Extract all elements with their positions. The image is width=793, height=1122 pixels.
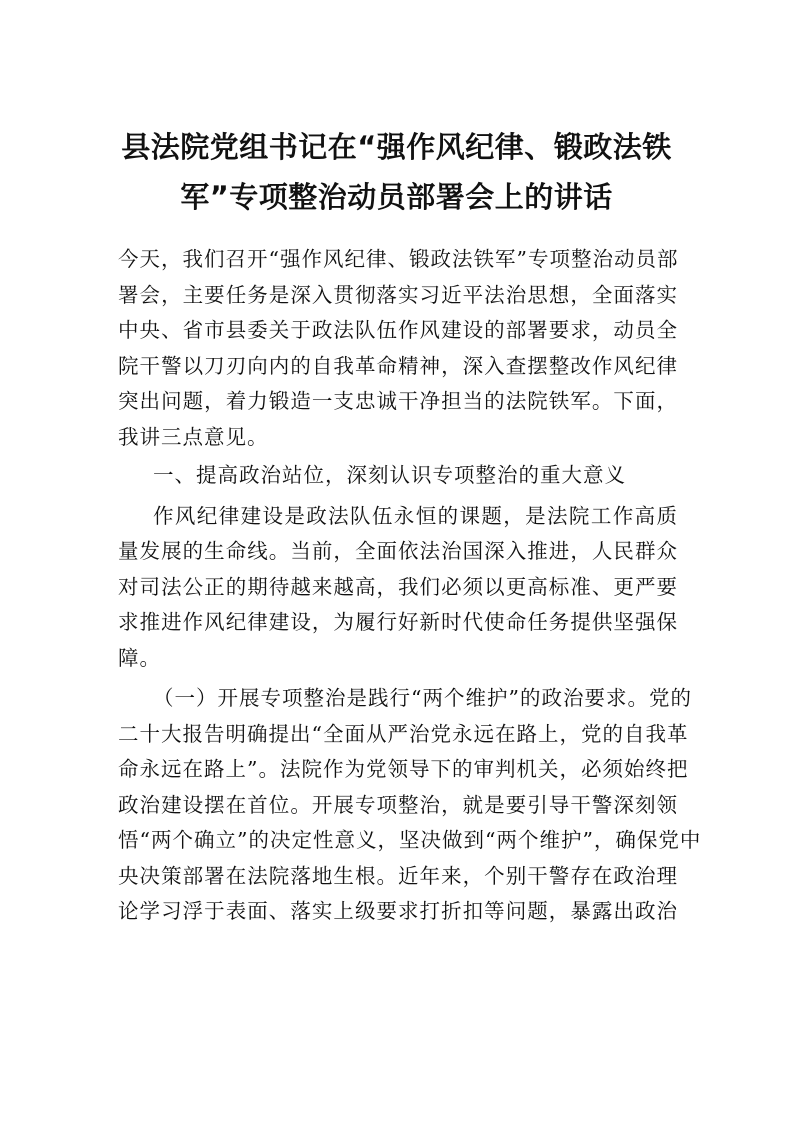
- text-line: 署会，主要任务是深入贯彻落实习近平法治思想，全面落实: [118, 282, 678, 307]
- text-line: 论学习浮于表面、落实上级要求打折扣等问题，暴露出政治: [118, 899, 678, 923]
- text-line: 对司法公正的期待越来越高，我们必须以更高标准、更严要: [118, 574, 678, 599]
- text-line: 突出问题，着力锻造一支忠诚干净担当的法院铁军。下面，: [118, 389, 678, 413]
- text-line: （一）开展专项整治是践行“两个维护”的政治要求。党的: [153, 686, 692, 710]
- title-line: 军”专项整治动员部署会上的讲话: [180, 180, 613, 214]
- text-line: 命永远在路上”。法院作为党领导下的审判机关，必须始终把: [118, 757, 689, 781]
- text-line: 央决策部署在法院落地生根。近年来，个别干警存在政治理: [118, 863, 678, 888]
- text-line: 政治建设摆在首位。开展专项整治，就是要引导干警深刻领: [118, 792, 678, 817]
- heading-text: 一、提高政治站位，深刻认识专项整治的重大意义: [153, 463, 626, 487]
- text-line: 作风纪律建设是政法队伍永恒的课题，是法院工作高质: [153, 503, 678, 528]
- text-line: 今天，我们召开“强作风纪律、锻政法铁军”专项整治动员部: [118, 247, 679, 271]
- text-line: 院干警以刀刃向内的自我革命精神，深入查摆整改作风纪律: [118, 353, 678, 378]
- paragraph-1: [118, 499, 678, 677]
- intro-paragraph: [118, 242, 678, 455]
- text-line: 量发展的生命线。当前，全面依法治国深入推进，人民群众: [118, 539, 678, 563]
- text-line: 二十大报告明确提出“全面从严治党永远在路上，党的自我革: [118, 721, 689, 746]
- text-line: 我讲三点意见。: [118, 424, 269, 449]
- document-body: [118, 242, 702, 930]
- document-title: [110, 122, 683, 222]
- title-line: 县法院党组书记在“强作风纪律、锻政法铁: [121, 130, 672, 164]
- section-heading-1: [118, 458, 678, 494]
- text-line: 求推进作风纪律建设，为履行好新时代使命任务提供坚强保: [118, 610, 678, 634]
- paragraph-2: [118, 681, 702, 930]
- text-line: 中央、省市县委关于政法队伍作风建设的部署要求，动员全: [118, 318, 678, 342]
- text-line: 障。: [118, 645, 161, 670]
- text-line: 悟“两个确立”的决定性意义，坚决做到“两个维护”，确保党中: [118, 828, 702, 852]
